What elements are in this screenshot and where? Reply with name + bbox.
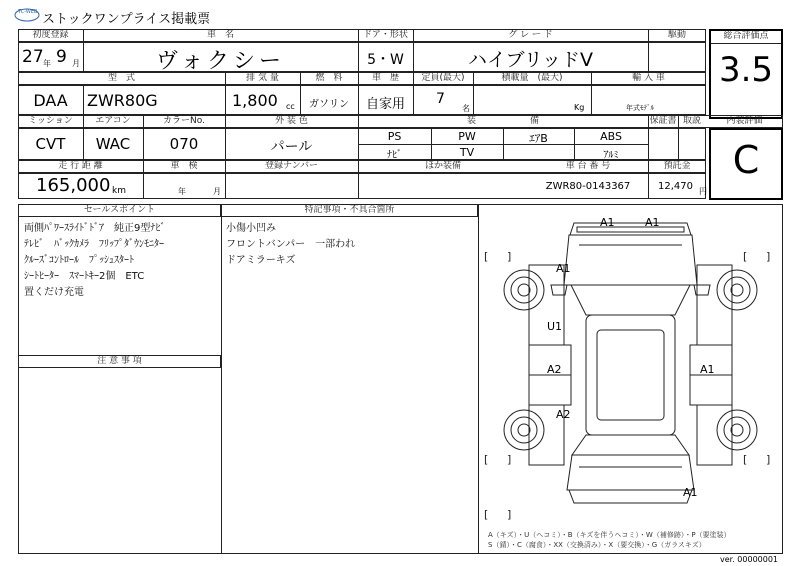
label-mileage: 走 行 距 離 <box>58 161 103 171</box>
label-first-reg: 初度登録 <box>32 30 69 40</box>
interior-score: C <box>732 138 760 182</box>
legend-line-2: S（錆）・C（腐食）・XX（交換済み）・X（要交換）・G（ガラスキズ） <box>488 541 706 549</box>
label-interior-score: 内装評価 <box>726 116 763 126</box>
sales-title: セールスポイント <box>83 205 156 215</box>
load-unit: Kg <box>574 103 585 112</box>
label-aircon: エアコン <box>95 116 131 126</box>
mark-rear-bumper: A1 <box>683 486 698 499</box>
mileage-unit: km <box>112 186 126 196</box>
label-import: 輸 入 車 <box>632 73 665 83</box>
inspection-year-unit: 年 <box>178 187 186 196</box>
label-color-no: カラーNo. <box>163 116 205 126</box>
equip-tv: TV <box>459 146 475 159</box>
doors-value: 5・W <box>367 52 404 68</box>
grade-value: ハイブリッドV <box>468 49 593 71</box>
label-manual: 取説 <box>682 116 701 126</box>
label-fuel: 燃 料 <box>315 73 343 83</box>
label-chassis: 車 台 番 号 <box>565 161 611 171</box>
first-reg-month: 9 <box>56 47 67 67</box>
label-usage: 車 歴 <box>371 73 399 83</box>
capacity-unit: 名 <box>462 104 470 113</box>
label-mission: ミッション <box>28 116 73 126</box>
model-value: ZWR80G <box>87 91 158 110</box>
equip-ps: PS <box>387 130 402 143</box>
label-capacity: 定員(最大) <box>421 73 465 83</box>
mark-roof: U1 <box>547 320 563 333</box>
inspection-month-unit: 月 <box>213 187 221 196</box>
hood <box>564 235 697 285</box>
capacity-value: 7 <box>436 91 445 107</box>
fuel-value: ガソリン <box>309 99 349 110</box>
usage-value: 自家用 <box>365 97 405 112</box>
color-no-value: 070 <box>169 135 199 153</box>
windshield <box>571 285 690 315</box>
right-front-fender <box>697 265 732 345</box>
logo-text: TC-WEB <box>18 9 38 15</box>
car-damage-diagram <box>479 205 782 525</box>
notes-line-2: フロントバンパー 一部われ <box>226 239 356 250</box>
rear-bumper <box>569 490 692 503</box>
version: ver. 00000001 <box>720 555 779 564</box>
displacement-value: 1,800 <box>232 91 278 110</box>
displacement-unit: cc <box>286 102 295 111</box>
equip-pw: PW <box>458 130 476 143</box>
roof <box>586 315 675 435</box>
equip-abs: ABS <box>600 130 622 143</box>
first-reg-year-unit: 年 <box>43 59 51 68</box>
page-title: ストックワンプライス掲載票 <box>42 12 211 27</box>
sales-line-3: ｸﾙｰｽﾞｺﾝﾄﾛｰﾙ ﾌﾟｯｼｭｽﾀｰﾄ <box>24 255 134 266</box>
mark-right-door: A1 <box>700 363 715 376</box>
label-warranty: 保証書 <box>649 116 677 126</box>
sales-line-4: ｼｰﾄﾋｰﾀｰ ｽﾏｰﾄｷｰ2個 ETC <box>24 271 145 282</box>
right-rear-quarter <box>697 405 732 465</box>
label-price: 預託金 <box>663 161 691 171</box>
import-note: 年式ﾓﾃﾞﾙ <box>626 104 654 112</box>
label-doors: ドア・形状 <box>363 30 408 40</box>
label-load: 積載量 (最大) <box>501 73 563 83</box>
rear-hatch <box>567 455 694 490</box>
logo <box>14 7 40 21</box>
rear-window <box>572 435 689 455</box>
label-displacement: 排 気 量 <box>246 73 279 83</box>
exterior-value: パール <box>270 139 313 155</box>
price-value: 12,470 <box>658 181 693 192</box>
price-unit: 円 <box>699 187 707 196</box>
first-reg-year: 27 <box>22 47 44 67</box>
sales-line-1: 両側ﾊﾟﾜｰｽﾗｲﾄﾞﾄﾞｱ 純正9型ﾅﾋﾞ <box>24 223 166 234</box>
total-score: 3.5 <box>718 50 774 90</box>
car-name: ヴォクシー <box>155 49 286 74</box>
notes-line-1: 小傷小凹み <box>226 223 276 234</box>
chassis-value: ZWR80-0143367 <box>545 181 631 192</box>
aircon-value: WAC <box>95 135 131 153</box>
mark-front-right: A1 <box>645 216 660 229</box>
label-total-score: 総合評価点 <box>723 31 769 41</box>
caution-title: 注 意 事 項 <box>97 356 142 366</box>
label-equipment: 装 備 <box>466 116 539 126</box>
left-front-fender <box>529 265 564 345</box>
mileage-value: 165,000 <box>36 175 111 196</box>
label-exterior: 外 装 色 <box>275 116 308 126</box>
notes-line-3: ドアミラーキズ <box>226 255 296 266</box>
sales-line-5: 置くだけ充電 <box>24 287 84 298</box>
first-reg-month-unit: 月 <box>72 59 80 68</box>
front-bumper <box>570 223 691 235</box>
equip-alloy: ｱﾙﾐ <box>603 150 619 161</box>
mark-left-door: A2 <box>547 363 562 376</box>
label-other-equip: ほか装備 <box>424 161 461 171</box>
equip-airbag: ｴｱB <box>529 132 548 145</box>
equip-navi: ﾅﾋﾞ <box>387 150 402 161</box>
label-grade: グ レ ー ド <box>508 30 553 40</box>
label-car-name: 車 名 <box>206 30 234 40</box>
mark-front-left: A1 <box>600 216 615 229</box>
mark-left-front: A1 <box>556 262 571 275</box>
mission-value: CVT <box>35 135 66 153</box>
mark-left-rear: A2 <box>556 408 571 421</box>
label-inspection: 車 検 <box>170 161 198 171</box>
label-plate: 登録ナンバー <box>265 161 318 171</box>
model-prefix: DAA <box>33 91 68 110</box>
sales-line-2: ﾃﾚﾋﾞ ﾊﾞｯｸｶﾒﾗ ﾌﾘｯﾌﾟﾀﾞｳﾝﾓﾆﾀｰ <box>24 239 164 250</box>
legend-line-1: A（キズ）・U（ヘコミ）・B（キズを伴うヘコミ）・W（補修跡）・P（要塗装） <box>488 531 731 539</box>
label-drive: 駆動 <box>667 30 686 40</box>
label-model: 型 式 <box>107 73 135 83</box>
notes-title: 特記事項・不具合箇所 <box>304 205 395 215</box>
